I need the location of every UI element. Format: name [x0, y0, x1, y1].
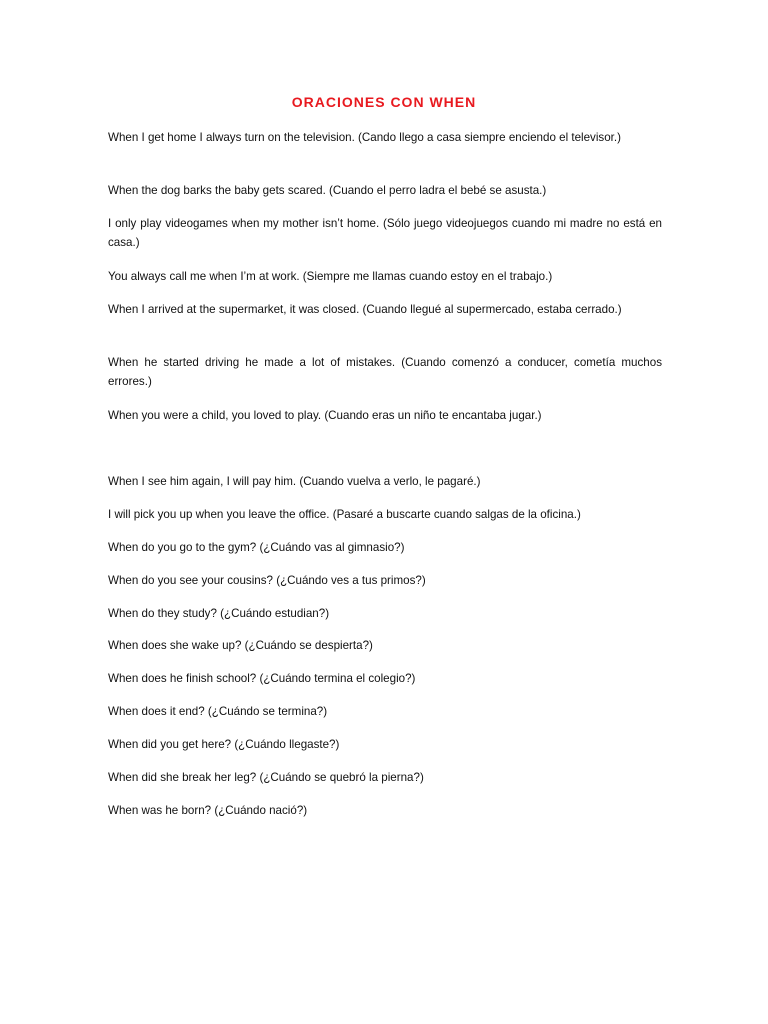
sentence-7: When you were a child, you loved to play. (Cuando eras un niño te encantaba jugar.)	[108, 409, 542, 422]
sentence-5: When I arrived at the supermarket, it was closed. (Cuando llegué al supermercado, estaba cerrado.)	[108, 303, 622, 316]
sentence-13: When does she wake up? (¿Cuándo se despierta?)	[108, 639, 373, 652]
sentence-1: When I get home I always turn on the television. (Cando llego a casa siempre enciendo el televisor.)	[108, 131, 621, 144]
sentence-14: When does he finish school? (¿Cuándo termina el colegio?)	[108, 672, 416, 685]
sentence-12: When do they study? (¿Cuándo estudian?)	[108, 607, 330, 620]
sentence-11: When do you see your cousins? (¿Cuándo ves a tus primos?)	[108, 574, 426, 587]
sentence-4: You always call me when I’m at work. (Siempre me llamas cuando estoy en el trabajo.)	[108, 270, 553, 283]
sentence-16: When did you get here? (¿Cuándo llegaste?)	[108, 738, 340, 751]
sentence-10: When do you go to the gym? (¿Cuándo vas al gimnasio?)	[108, 541, 405, 554]
sentence-18: When was he born? (¿Cuándo nació?)	[108, 804, 308, 817]
sentence-15: When does it end? (¿Cuándo se termina?)	[108, 705, 328, 718]
sentence-2: When the dog barks the baby gets scared. (Cuando el perro ladra el bebé se asusta.)	[108, 184, 547, 197]
sentence-3: I only play videogames when my mother isn’t home. (Sólo juego videojuegos cuando mi madre no está en casa.)	[108, 217, 662, 249]
sentence-6: When he started driving he made a lot of mistakes. (Cuando comenzó a conducer, cometía muchos errores.)	[108, 356, 662, 388]
sentence-17: When did she break her leg? (¿Cuándo se quebró la pierna?)	[108, 771, 424, 784]
document-title: ORACIONES CON WHEN	[291, 94, 477, 110]
sentence-9: I will pick you up when you leave the office. (Pasaré a buscarte cuando salgas de la oficina.)	[108, 508, 581, 521]
sentence-8: When I see him again, I will pay him. (Cuando vuelva a verlo, le pagaré.)	[108, 475, 481, 488]
